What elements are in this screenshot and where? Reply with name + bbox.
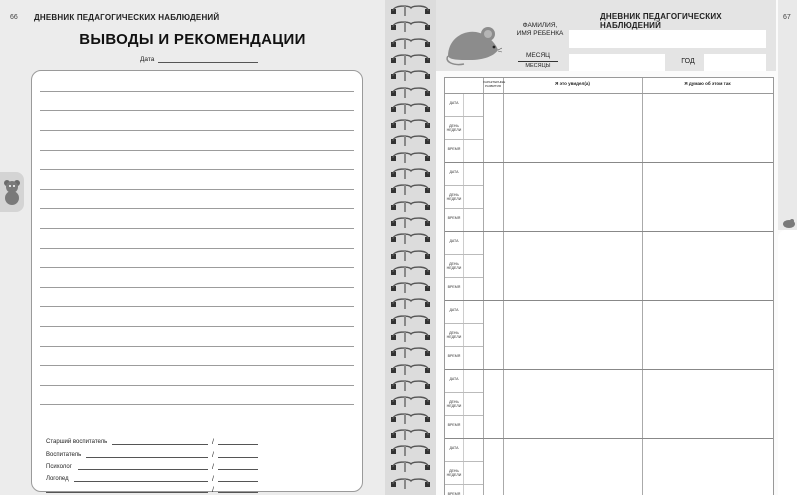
spiral-coil xyxy=(389,37,429,50)
row-label: ДАТА xyxy=(449,308,459,312)
note-line xyxy=(40,306,354,307)
spiral-coil xyxy=(389,460,429,473)
signature-line[interactable] xyxy=(86,457,208,458)
spiral-coil xyxy=(389,363,429,376)
signature-row: Психолог / xyxy=(46,462,346,471)
spiral-binding xyxy=(385,0,436,495)
spiral-coil xyxy=(389,281,429,294)
spiral-coil xyxy=(389,314,429,327)
column-header-saw: Я это увидел(а) xyxy=(555,81,590,86)
row-label: ДЕНЬ НЕДЕЛИ xyxy=(446,124,462,132)
date-label: Дата xyxy=(140,56,155,63)
spiral-coil xyxy=(389,53,429,66)
signature-name-line[interactable] xyxy=(218,444,258,445)
note-line xyxy=(40,404,354,405)
row-divider xyxy=(445,231,773,232)
subrow-divider xyxy=(445,185,483,186)
note-line xyxy=(40,110,354,111)
note-line xyxy=(40,326,354,327)
spiral-coil xyxy=(389,183,429,196)
spiral-coil xyxy=(389,428,429,441)
signature-line[interactable] xyxy=(78,469,208,470)
left-side-tab xyxy=(0,172,24,212)
diary-header-right: ДНЕВНИК ПЕДАГОГИЧЕСКИХ НАБЛЮДЕНИЙ xyxy=(600,12,722,30)
row-label: ДЕНЬ НЕДЕЛИ xyxy=(446,262,462,270)
subrow-divider xyxy=(445,461,483,462)
spiral-coil xyxy=(389,4,429,17)
row-label: ДЕНЬ НЕДЕЛИ xyxy=(446,331,462,339)
spiral-coil xyxy=(389,167,429,180)
row-divider xyxy=(445,438,773,439)
observation-table xyxy=(444,77,774,495)
page-title: ВЫВОДЫ И РЕКОМЕНДАЦИИ xyxy=(79,31,306,48)
spiral-coil xyxy=(389,477,429,490)
signature-line[interactable] xyxy=(46,492,208,493)
date-row xyxy=(140,56,258,63)
column-header-think: Я думаю об этом так xyxy=(684,81,731,86)
note-line xyxy=(40,208,354,209)
row-label: ВРЕМЯ xyxy=(447,354,461,358)
signature-label: Воспитатель xyxy=(46,452,82,458)
column-header-small: ХАРАКТЕРНЫЕ РАЗВИТИЯ xyxy=(483,80,506,88)
left-page xyxy=(0,0,385,495)
note-line xyxy=(40,267,354,268)
subrow-divider xyxy=(445,323,483,324)
spiral-coil xyxy=(389,216,429,229)
spiral-coil xyxy=(389,151,429,164)
note-line xyxy=(40,346,354,347)
spiral-coil xyxy=(389,200,429,213)
signature-row: Логопед / xyxy=(46,474,346,483)
note-line xyxy=(40,130,354,131)
year-field[interactable] xyxy=(704,54,766,71)
note-line xyxy=(40,169,354,170)
signature-line[interactable] xyxy=(74,481,208,482)
spiral-coil xyxy=(389,379,429,392)
row-label: ДЕНЬ НЕДЕЛИ xyxy=(446,193,462,201)
spiral-coil xyxy=(389,412,429,425)
subrow-divider xyxy=(445,392,483,393)
signature-name-line[interactable] xyxy=(218,469,258,470)
spiral-coil xyxy=(389,265,429,278)
mouse-icon xyxy=(444,22,502,68)
row-label: ДАТА xyxy=(449,101,459,105)
spiral-coil xyxy=(389,249,429,262)
row-divider xyxy=(445,300,773,301)
signature-name-line[interactable] xyxy=(218,492,258,493)
spiral-coil xyxy=(389,86,429,99)
row-label: ДАТА xyxy=(449,377,459,381)
spiral-coil xyxy=(389,69,429,82)
subrow-divider xyxy=(445,346,483,347)
note-line xyxy=(40,228,354,229)
note-line xyxy=(40,189,354,190)
note-line xyxy=(40,248,354,249)
signature-name-line[interactable] xyxy=(218,457,258,458)
note-line xyxy=(40,287,354,288)
subrow-divider xyxy=(445,139,483,140)
diary-header-left: ДНЕВНИК ПЕДАГОГИЧЕСКИХ НАБЛЮДЕНИЙ xyxy=(34,13,220,22)
signature-label: Старший воспитатель xyxy=(46,439,108,445)
spiral-coil xyxy=(389,118,429,131)
signature-label: Психолог xyxy=(46,464,72,470)
notes-box[interactable] xyxy=(31,70,363,492)
date-field[interactable] xyxy=(158,62,258,63)
signature-row: / xyxy=(46,485,346,494)
signature-label: Логопед xyxy=(46,476,69,482)
right-margin xyxy=(778,0,797,230)
spiral-coil xyxy=(389,102,429,115)
child-name-field[interactable] xyxy=(569,30,766,48)
spiral-coil xyxy=(389,297,429,310)
month-field[interactable] xyxy=(569,54,665,71)
months-label: МЕСЯЦЫ xyxy=(525,63,551,69)
signature-line[interactable] xyxy=(112,444,208,445)
row-label: ДЕНЬ НЕДЕЛИ xyxy=(446,469,462,477)
row-label: ВРЕМЯ xyxy=(447,216,461,220)
row-label: ДАТА xyxy=(449,446,459,450)
subrow-divider xyxy=(445,484,483,485)
row-label: ДЕНЬ НЕДЕЛИ xyxy=(446,400,462,408)
month-label: МЕСЯЦ xyxy=(518,52,558,62)
right-side-tab xyxy=(778,230,797,495)
spiral-coil xyxy=(389,395,429,408)
subrow-divider xyxy=(445,415,483,416)
teddy-bear-icon xyxy=(2,178,22,206)
subrow-divider xyxy=(445,277,483,278)
spiral-coil xyxy=(389,346,429,359)
spiral-coil xyxy=(389,330,429,343)
spiral-coil xyxy=(389,134,429,147)
subrow-divider xyxy=(445,254,483,255)
signature-row: Воспитатель / xyxy=(46,450,346,459)
subrow-divider xyxy=(445,208,483,209)
row-divider xyxy=(445,369,773,370)
row-divider xyxy=(445,162,773,163)
note-line xyxy=(40,91,354,92)
right-page xyxy=(436,0,797,495)
row-label: ВРЕМЯ xyxy=(447,285,461,289)
note-line xyxy=(40,150,354,151)
note-line xyxy=(40,365,354,366)
spiral-coil xyxy=(389,20,429,33)
child-name-label: ФАМИЛИЯ, ИМЯ РЕБЕНКА xyxy=(516,22,564,37)
page-number-left: 66 xyxy=(10,14,18,21)
row-label: ДАТА xyxy=(449,239,459,243)
note-line xyxy=(40,385,354,386)
small-mouse-icon xyxy=(780,218,796,228)
signature-row: Старший воспитатель / xyxy=(46,437,346,446)
row-label: ДАТА xyxy=(449,170,459,174)
spiral-coil xyxy=(389,232,429,245)
row-label: ВРЕМЯ xyxy=(447,492,461,495)
row-label: ВРЕМЯ xyxy=(447,147,461,151)
row-label: ВРЕМЯ xyxy=(447,423,461,427)
year-label: ГОД xyxy=(681,58,695,65)
spiral-coil xyxy=(389,444,429,457)
signature-name-line[interactable] xyxy=(218,481,258,482)
subrow-divider xyxy=(445,116,483,117)
page-number-right: 67 xyxy=(783,14,791,21)
header-band xyxy=(436,0,776,71)
